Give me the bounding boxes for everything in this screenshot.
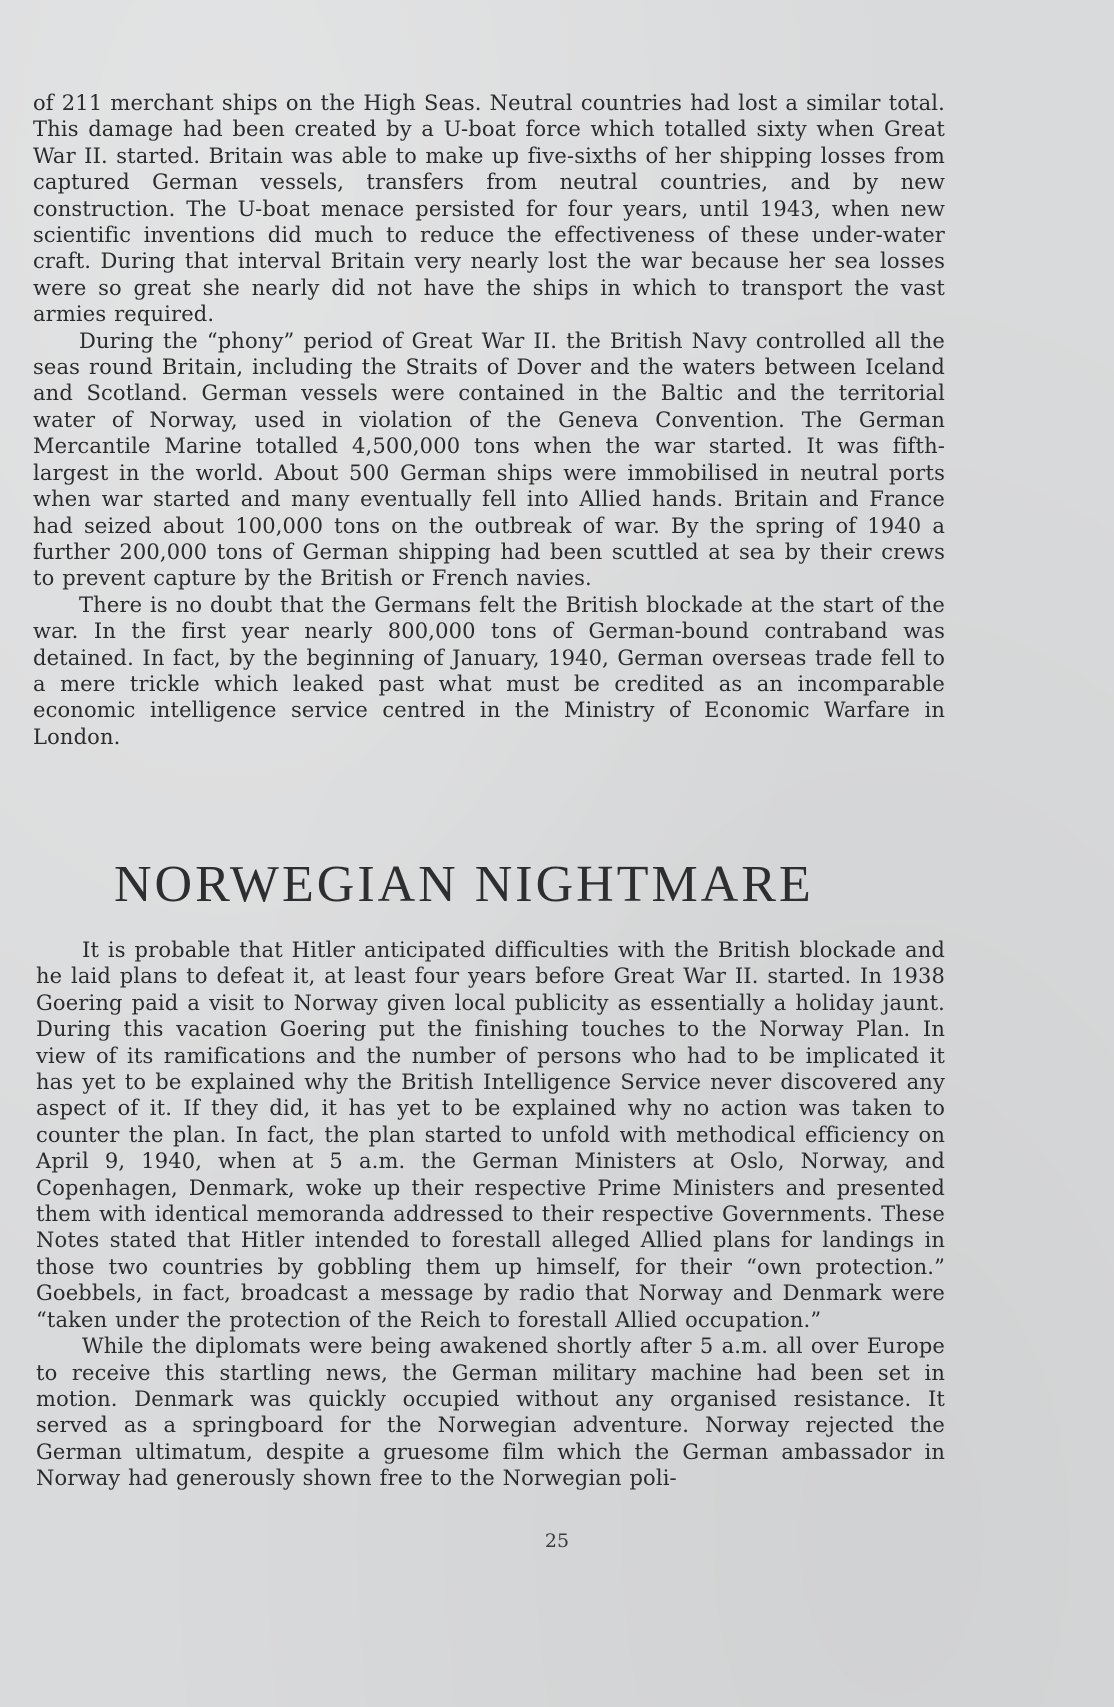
section-heading: NORWEGIAN NIGHTMARE [114,856,814,913]
paragraph: It is probable that Hitler anticipated difficulties with the British blockade and he laid plans to defeat it, at least four years before Great War II. started. In 1938 Goering paid a visit to Norway given local publicity as essentially a holiday jaunt. During this vacation Goering put the finishing touches to the Norway Plan. In view of its ramifications and the number of persons who had to be implicated it has yet to be explained why the British Intelligence Service never discovered any aspect of it. If they did, it has yet to be explained why no action was taken to counter the plan. In fact, the plan started to unfold with methodical efficiency on April 9, 1940, when at 5 a.m. the German Ministers at Oslo, Norway, and Copenhagen, Denmark, woke up their respective Prime Ministers and presented them with identical memoranda addressed to their respective Governments. These Notes stated that Hitler intended to forestall alleged Allied plans for landings in those two countries by gobbling them up himself, for their “own protection.” Goebbels, in fact, broadcast a message by radio that Norway and Denmark were “taken under the protection of the Reich to forestall Allied occupation.” [36,938,945,1332]
paragraph: of 211 merchant ships on the High Seas. Neutral countries had lost a similar total. This damage had been created by a U-boat force which totalled sixty when Great War II. started. Britain was able to make up five-sixths of her shipping losses from captured German vessels, transfers from neutral countries, and by new construction. The U-boat menace persisted for four years, until 1943, when new scientific inventions did much to reduce the effectiveness of these under-water craft. During that interval Britain very nearly lost the war because her sea losses were so great she nearly did not have the ships in which to transport the vast armies required. [33,91,945,327]
paragraph: During the “phony” period of Great War II. the British Navy controlled all the seas round Britain, including the Straits of Dover and the waters between Iceland and Scotland. German vessels were contained in the Baltic and the territorial water of Norway, used in violation of the Geneva Convention. The German Mercantile Marine totalled 4,500,000 tons when the war started. It was fifth-largest in the world. About 500 German ships were immobilised in neutral ports when war started and many eventually fell into Allied hands. Britain and France had seized about 100,000 tons on the outbreak of war. By the spring of 1940 a further 200,000 tons of German shipping had been scuttled at sea by their crews to prevent capture by the British or French navies. [33,328,945,591]
paragraph: While the diplomats were being awakened shortly after 5 a.m. all over Europe to receive this startling news, the German military machine had been set in motion. Denmark was quickly occupied without any organised resistance. It served as a springboard for the Norwegian adventure. Norway rejected the German ultimatum, despite a gruesome film which the German ambassador in Norway had generously shown free to the Norwegian poli- [36,1334,945,1491]
section-text-block [36,937,945,1492]
page-number: 25 [544,1530,570,1552]
top-text-block [33,90,945,750]
paragraph: There is no doubt that the Germans felt the British blockade at the start of the war. In the first year nearly 800,000 tons of German-bound contraband was detained. In fact, by the beginning of January, 1940, German overseas trade fell to a mere trickle which leaked past what must be credited as an incomparable economic intelligence service centred in the Ministry of Economic Warfare in London. [33,592,945,749]
